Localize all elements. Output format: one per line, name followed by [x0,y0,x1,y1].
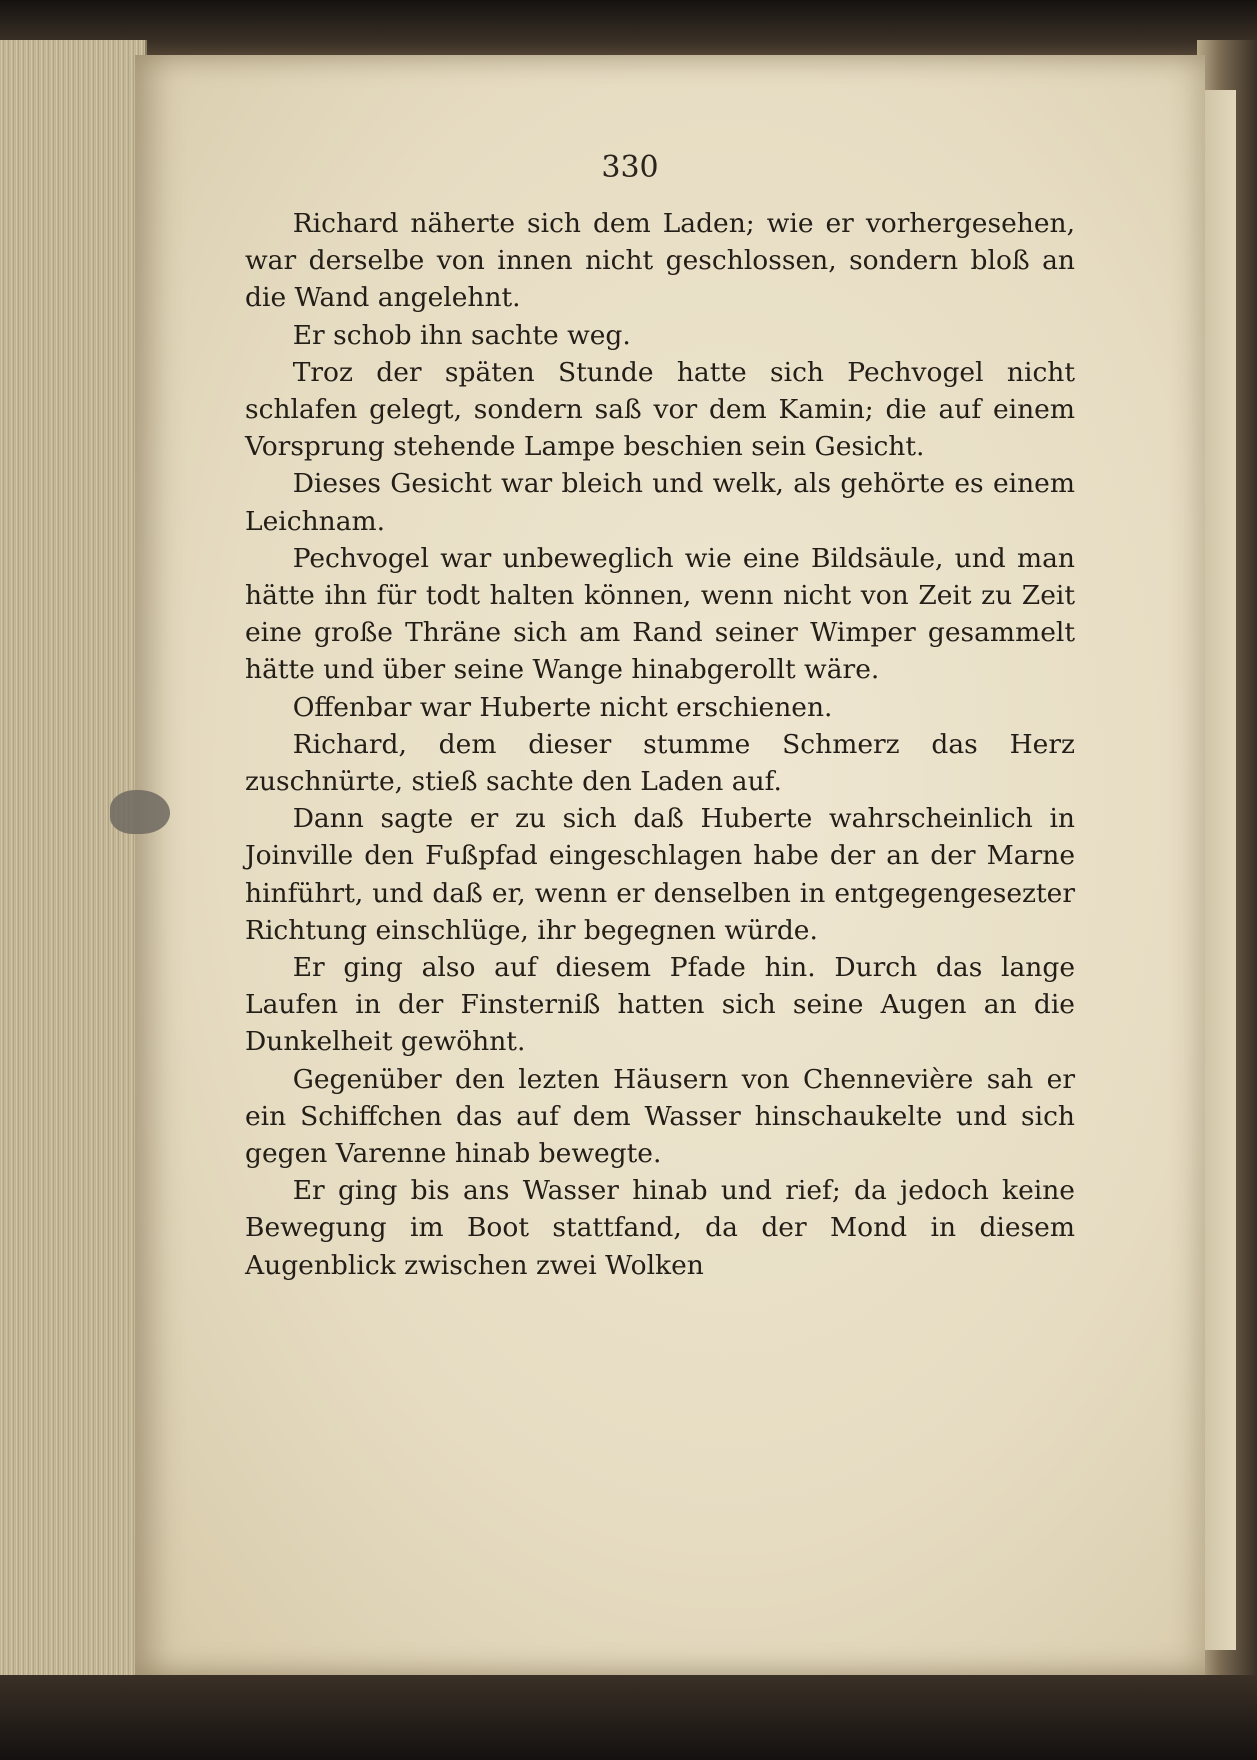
paragraph: Richard näherte sich dem Laden; wie er vorhergesehen, war derselbe von innen nicht geschlossen, sondern bloß an die Wand angelehnt. [245,208,1075,314]
book-cover-top [0,0,1257,60]
page-text [245,205,1075,1284]
paragraph: Troz der späten Stunde hatte sich Pechvogel nicht schlafen gelegt, sondern saß vor dem Kamin; die auf einem Vorsprung stehende Lampe beschien sein Gesicht. [245,356,1075,463]
book-bottom-shadow [0,1675,1257,1760]
paragraph: Er schob ihn sachte weg. [292,319,631,351]
paragraph: Dann sagte er zu sich daß Huberte wahrscheinlich in Joinville den Fußpfad eingeschlagen habe der an der Marne hinführt, und daß er, wenn er denselben in entgegengesezter Richtung einschlüge, ihr begegnen würde. [245,803,1075,946]
paragraph: Er ging bis ans Wasser hinab und rief; da jedoch keine Bewegung im Boot stattfand, da der Mond in diesem Augenblick zwischen zwei Wolken [245,1175,1075,1281]
paragraph: Dieses Gesicht war bleich und welk, als gehörte es einem Leichnam. [245,468,1075,537]
paragraph: Er ging also auf diesem Pfade hin. Durch das lange Laufen in der Finsterniß hatten sich seine Augen an die Dunkelheit gewöhnt. [245,952,1075,1058]
page-edges [0,40,147,1680]
page-number: 330 [601,150,659,185]
book-page [135,55,1205,1675]
paragraph: Offenbar war Huberte nicht erschienen. [292,691,833,723]
paragraph: Richard, dem dieser stumme Schmerz das Herz zuschnürte, stieß sachte den Laden auf. [245,728,1075,798]
ink-stain [110,790,170,834]
paragraph: Gegenüber den lezten Häusern von Chennevière sah er ein Schiffchen das auf dem Wasser hinschaukelte und sich gegen Varenne hinab bewegte. [245,1063,1075,1170]
paragraph: Pechvogel war unbeweglich wie eine Bildsäule, und man hätte ihn für todt halten können, wenn nicht von Zeit zu Zeit eine große Thräne sich am Rand seiner Wimper gesammelt hätte und über seine Wange hinabgerollt wäre. [245,542,1075,686]
